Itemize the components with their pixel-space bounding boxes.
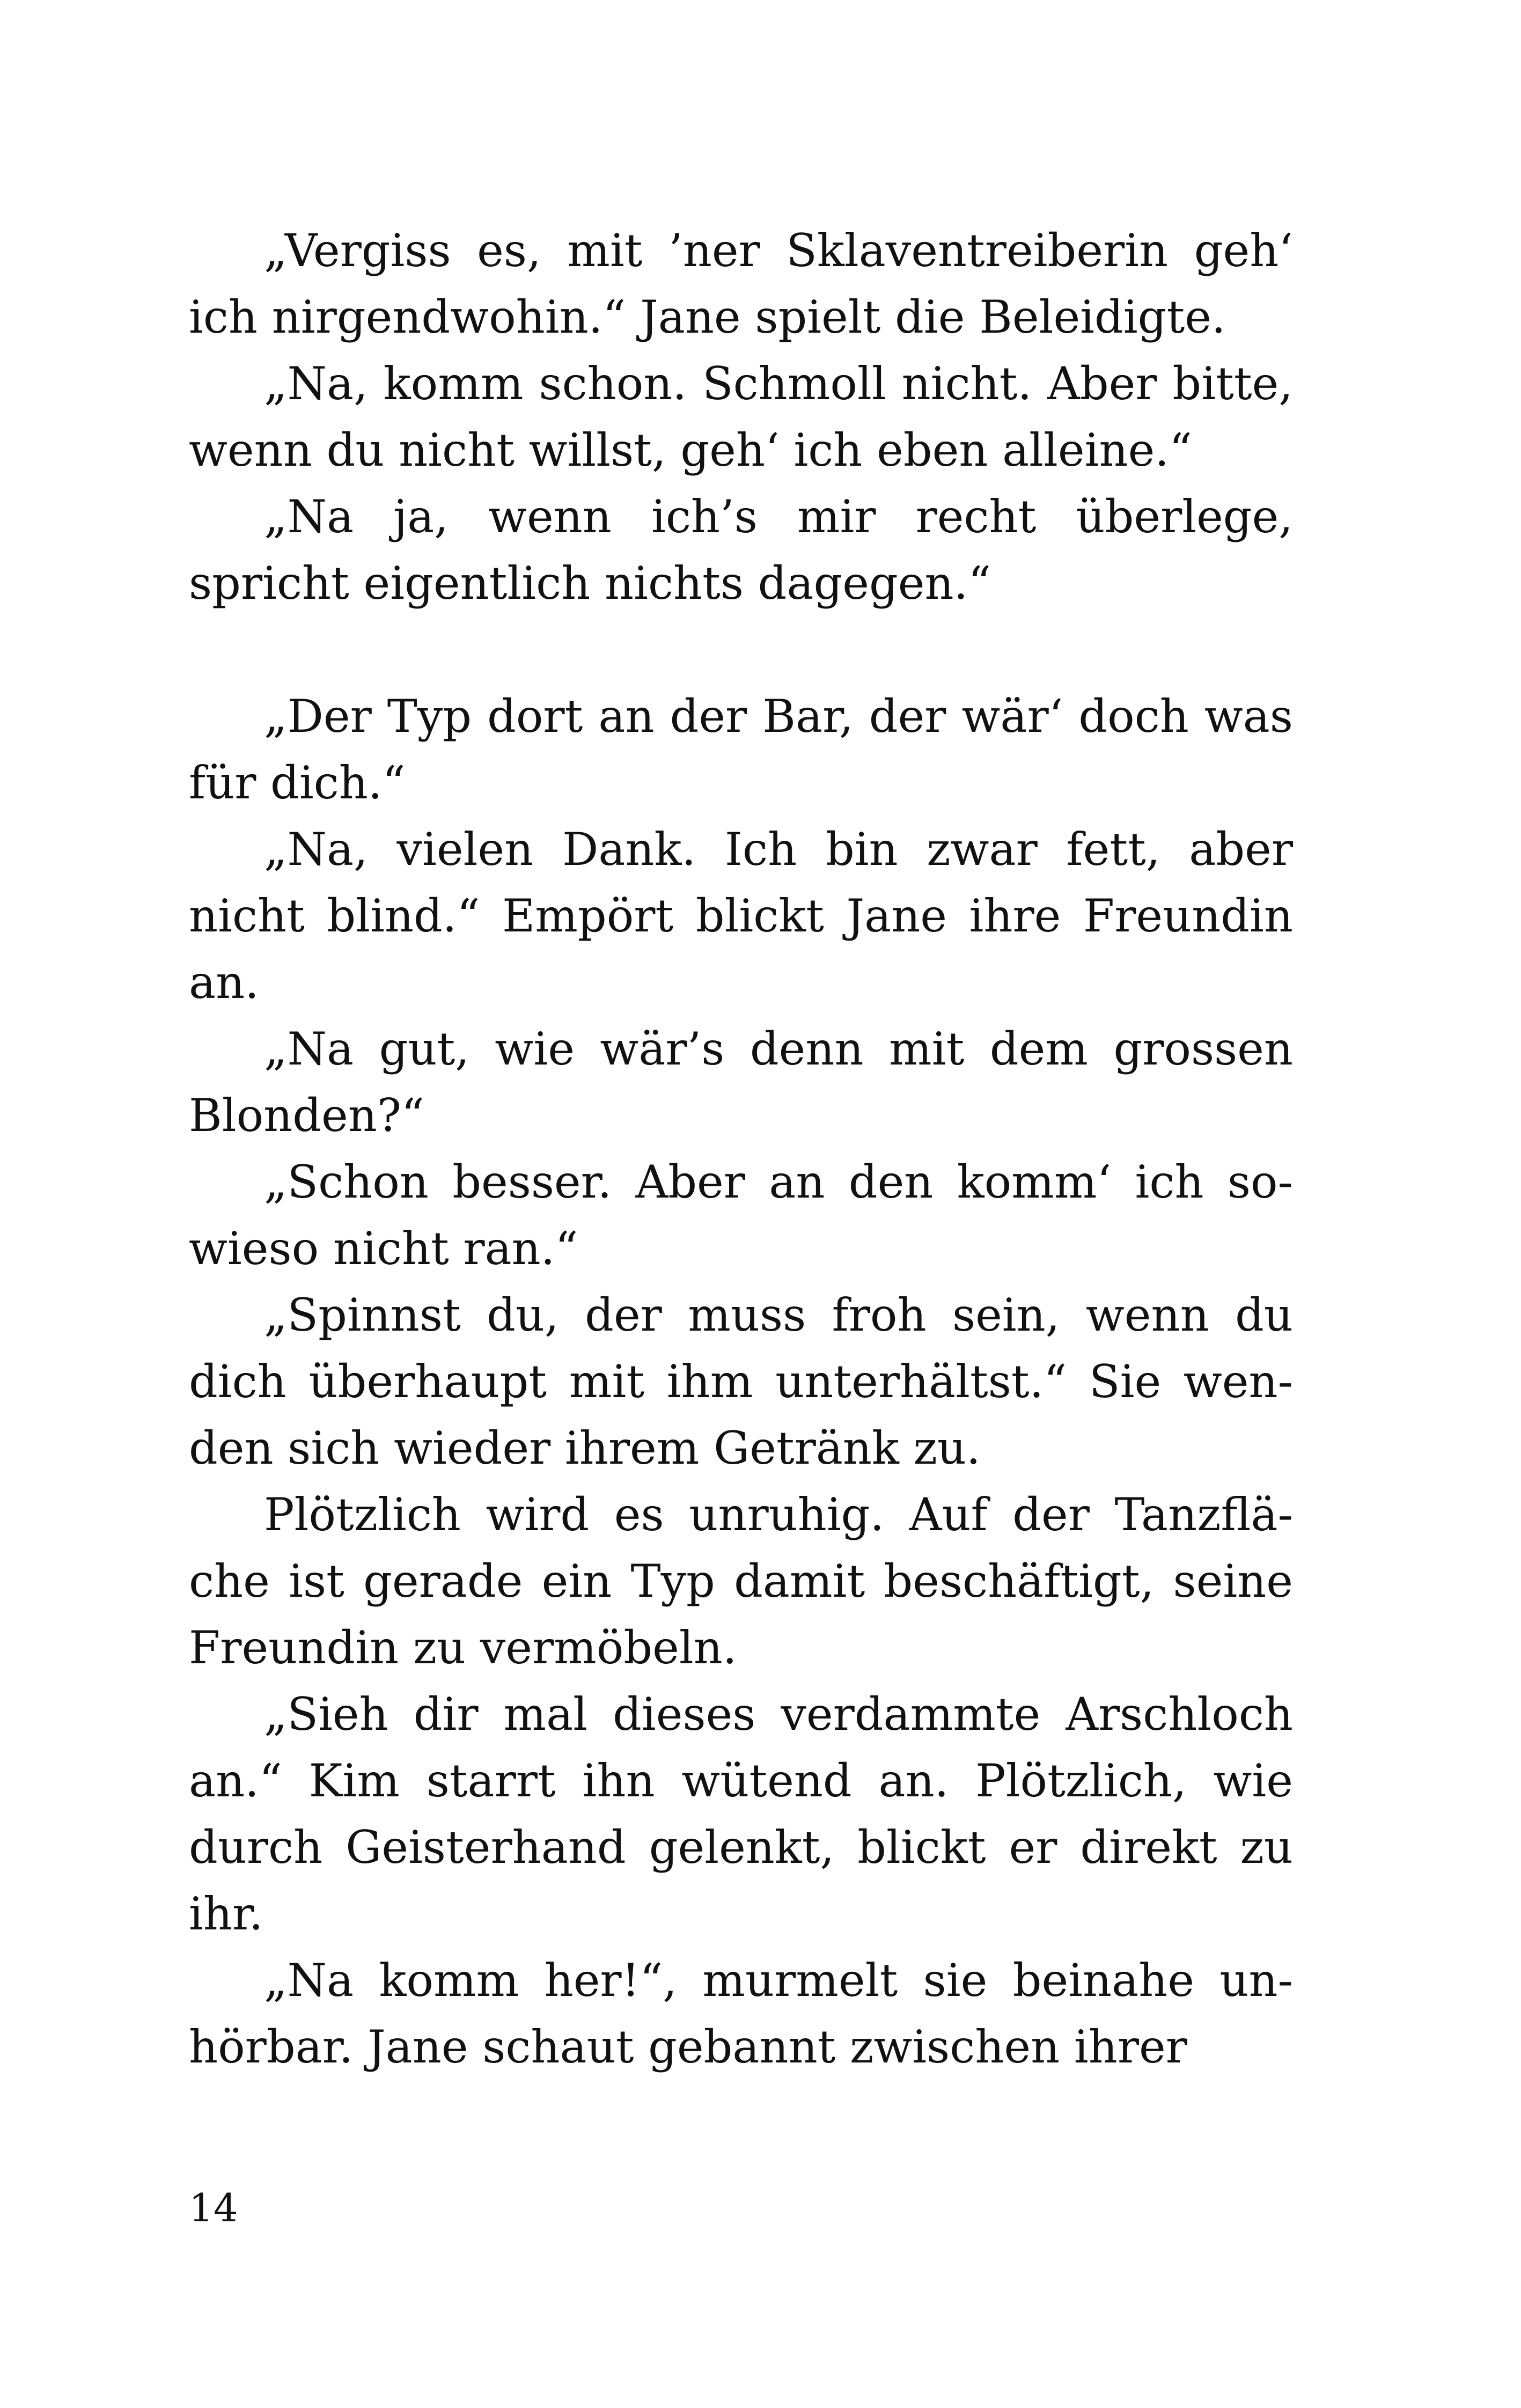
paragraph: „Na ja, wenn ich’s mir recht überlege, spricht eigentlich nichts dagegen.“ [189,490,1293,610]
paragraph: „Der Typ dort an der Bar, der wär‘ doch was für dich.“ [189,690,1293,809]
paragraph: „Sieh dir mal dieses verdammte Arschloch an.“ Kim starrt ihn wütend an. Plötzlich, wie durch Geisterhand gelenkt, blickt er direkt zu ihr. [189,1688,1293,1940]
body-text [189,217,1293,2080]
paragraph: Plötzlich wird es unruhig. Auf der Tanzfläche ist gerade ein Typ damit beschäftigt, seine Freundin zu vermöbeln. [189,1488,1293,1674]
paragraph: „Na, vielen Dank. Ich bin zwar fett, aber nicht blind.“ Empört blickt Jane ihre Freundin an. [189,823,1293,1009]
paragraph: „Na gut, wie wär’s denn mit dem grossen Blonden?“ [189,1023,1293,1142]
paragraph: „Na komm her!“, murmelt sie beinahe unhörbar. Jane schaut gebannt zwischen ihrer [189,1954,1293,2073]
section-break [189,616,1293,683]
paragraph: „Vergiss es, mit ’ner Sklaventreiberin geh‘ ich nirgendwohin.“ Jane spielt die Beleidigte. [189,224,1293,343]
paragraph: „Spinnst du, der muss froh sein, wenn du dich überhaupt mit ihm unterhältst.“ Sie wenden sich wieder ihrem Getränk zu. [189,1289,1293,1474]
paragraph: „Na, komm schon. Schmoll nicht. Aber bitte, wenn du nicht willst, geh‘ ich eben alleine.“ [189,357,1293,476]
page-number: 14 [189,2185,238,2230]
paragraph: „Schon besser. Aber an den komm‘ ich sowieso nicht ran.“ [189,1156,1293,1275]
